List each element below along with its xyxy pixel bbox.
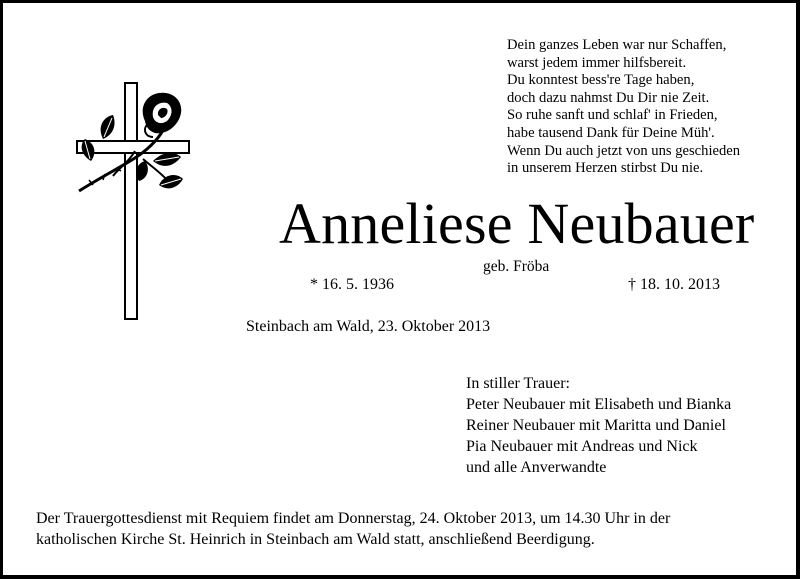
poem-line: Dein ganzes Leben war nur Schaffen, [507,37,727,53]
funeral-service-info [36,508,670,550]
death-date: † 18. 10. 2013 [628,276,720,293]
mourners-list [466,373,731,478]
poem-line: Wenn Du auch jetzt von uns geschieden [507,142,741,159]
service-line: Der Trauergottesdienst mit Requiem findet am Donnerstag, 24. Oktober 2013, um 14.30 Uhr in der [36,510,671,527]
deceased-name: Anneliese Neubauer [279,191,755,256]
poem-line: in unserem Herzen stirbst Du nie. [507,160,704,177]
mourner-line: und alle Anverwandte [466,459,607,476]
mourner-line: Pia Neubauer mit Andreas und Nick [466,438,698,455]
poem-line: habe tausend Dank für Deine Müh'. [507,124,715,141]
mourners-heading: In stiller Trauer: [466,375,570,392]
birth-date: * 16. 5. 1936 [310,276,394,293]
service-line: katholischen Kirche St. Heinrich in Steinbach am Wald statt, anschließend Beerdigung. [36,531,595,548]
cross-with-rose-icon [73,81,193,321]
poem-line: Du konntest bess're Tage haben, [507,72,695,89]
mourner-line: Peter Neubauer mit Elisabeth und Bianka [466,396,732,413]
mourner-line: Reiner Neubauer mit Maritta und Daniel [466,417,726,434]
poem-line: warst jedem immer hilfsbereit. [507,54,687,71]
poem-line: doch dazu nahmst Du Dir nie Zeit. [507,89,710,106]
maiden-name: geb. Fröba [483,258,550,275]
poem-line: So ruhe sanft und schlaf' in Frieden, [507,107,718,124]
poem [507,37,740,178]
place-and-date: Steinbach am Wald, 23. Oktober 2013 [246,318,491,335]
